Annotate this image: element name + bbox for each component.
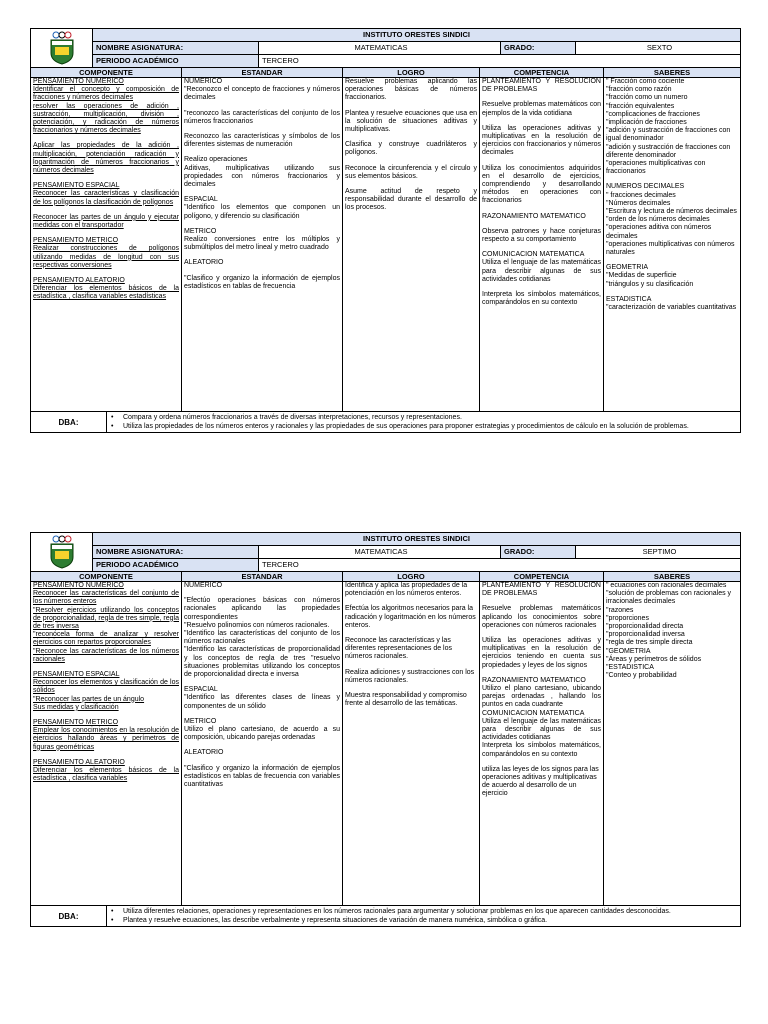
institution-name: INSTITUTO ORESTES SINDICI bbox=[93, 29, 740, 42]
period-row bbox=[93, 54, 740, 67]
logro-item: Identifica y aplica las propiedades de la potenciación en los números enteros. bbox=[345, 582, 468, 598]
competencia-block: Resuelve problemas matemáticos con ejemplos de la vida cotidiana bbox=[482, 101, 601, 117]
subject-label: NOMBRE ASIGNATURA: bbox=[93, 42, 259, 54]
curriculum-sheet-septimo bbox=[30, 532, 741, 927]
logro-cell bbox=[343, 582, 480, 905]
estandar-block: ALEATORIO bbox=[184, 749, 224, 757]
estandar-block: NUMERICO bbox=[184, 582, 223, 589]
logro-item: Reconoce la circunferencia y el círculo y sus elementos básicos. bbox=[345, 164, 477, 180]
col-header-logro: LOGRO bbox=[343, 572, 480, 581]
subject-row bbox=[93, 42, 740, 54]
competencia-block: Utiliza los conocimientos adquiridos en el desarrollo de ejercicios, comprendiendo y desarrollando métodos en operaciones con fraccionarios bbox=[482, 164, 601, 205]
estandar-block: METRICO Realizo conversiones entre los múltiplos y submúltiplos del metro lineal y metro cuadrado bbox=[184, 227, 340, 252]
logro-item: Plantea y resuelve ecuaciones que usa en la solución de situaciones aditivas y multiplicativas. bbox=[345, 109, 477, 134]
componente-block: PENSAMIENTO METRICO Realizar construcciones de polígonos utilizando medidas de longitud con sus respectivas conversiones bbox=[33, 237, 179, 269]
logro-item: Reconoce las características y las diferentes representaciones de los números racionales. bbox=[345, 637, 453, 661]
period-spacer bbox=[379, 55, 740, 67]
dba-text: Utiliza diferentes relaciones, operaciones y representaciones en los números racionales para argumentar y solucionar problemas en los que aparecen cantidades desconocidas. bbox=[123, 908, 671, 915]
saberes-block: " Fracción como cociente "fracción como razón "fracción como un numero "fracción equivalentes "complicaciones de fracciones "implicación de fracciones "adición y sustracción de fracciones con igual denominador "adición y sustracción de fracciones con diferente denominador "operaciones multiplicativas con fraccionarios bbox=[606, 78, 731, 176]
competencia-block: Resuelve problemas matemáticos aplicando los conocimientos sobre operaciones con números racionales bbox=[482, 605, 601, 629]
competencia-block: Interpreta los símbolos matemáticos, comparándolos en su contexto bbox=[482, 291, 601, 307]
saberes-block: " ecuaciones con racionales decimales "solución de problemas con racionales y irracionales decimales "razones "proporciones "proporcionalidad directa "proporcionalidad inversa "regla de tres simple directa "GEOMETRIA "Áreas y perímetros de sólidos "ESTADISTICA "Conteo y probabilidad bbox=[606, 582, 732, 680]
competencia-cell bbox=[480, 582, 604, 905]
col-header-estandar: ESTANDAR bbox=[182, 68, 343, 77]
dba-item bbox=[111, 422, 736, 431]
dba-row bbox=[31, 412, 740, 432]
school-logo bbox=[31, 533, 93, 571]
competencia-cell bbox=[480, 78, 604, 411]
period-spacer bbox=[379, 559, 740, 571]
estandar-block: "Efectúo operaciones básicas con números racionales aplicando las propiedades correspondientes "Resuelvo polinomios con números racionales. "Identifico las características del conjunto de los números racionales "Identifico las características de proporcionalidad y los conceptos de regla de tres "resuelvo situaciones problemitas utilizando los conceptos de proporcionalidad directa e inversa bbox=[184, 597, 340, 679]
dba-item bbox=[111, 916, 736, 925]
bullet-icon: • bbox=[111, 917, 114, 924]
logro-item: Asume actitud de respeto y responsabilidad durante el desarrollo de los procesos. bbox=[345, 188, 477, 212]
bullet-icon: • bbox=[111, 423, 114, 430]
estandar-block: "Clasifico y organizo la información de ejemplos estadísticos en tablas de frecuencia bbox=[184, 274, 340, 290]
col-header-saberes: SABERES bbox=[653, 68, 691, 77]
componente-block: Reconocer las partes de un ángulo y ejecutar medidas con el transportador bbox=[33, 213, 179, 230]
subject-row bbox=[93, 546, 740, 558]
competencia-block: utiliza las leyes de los signos para las operaciones aditivas y multiplicativas de acuerdo al desarrollo de un ejercicio bbox=[482, 765, 599, 798]
componente-block: PENSAMIENTO ALEATORIO Diferenciar los elementos básicos de la estadística , clasifica variables estadísticas bbox=[33, 277, 179, 301]
subject-label: NOMBRE ASIGNATURA: bbox=[93, 546, 259, 558]
logro-item: Realiza adiciones y sustracciones con los números racionales. bbox=[345, 668, 475, 684]
dba-text: Compara y ordena números fraccionarios a través de diversas interpretaciones, recursos y representaciones. bbox=[123, 414, 462, 421]
estandar-cell bbox=[182, 78, 343, 411]
dba-label: DBA: bbox=[31, 906, 107, 926]
column-headers bbox=[31, 572, 740, 582]
competencia-block: PLANTEAMIENTO Y RESOLUCION DE PROBLEMAS bbox=[482, 582, 601, 598]
componente-block: PENSAMIENTO NUMERICO Reconocer las características del conjunto de los números enteros "Resolver ejercicios utilizando los conceptos de proporcionalidad, regla de tres simple, regla de tres inversa "reconócela forma de analizar y resolver ejercicios con repartos proporcionales "Reconoce las características de los números racionales bbox=[33, 582, 179, 663]
competencia-block: RAZONAMIENTO MATEMATICO bbox=[482, 212, 586, 220]
grade-label: GRADO: bbox=[501, 42, 576, 54]
estandar-block: ESPACIAL "Identifico los elementos que componen un polígono, y diferencio su clasificación bbox=[184, 196, 340, 220]
componente-block: PENSAMIENTO ESPACIAL Reconocer las características y clasificación de los polígonos la clasificación de polígonos bbox=[33, 182, 179, 206]
dba-list bbox=[107, 906, 740, 926]
componente-block: Aplicar las propiedades de la adición , multiplicación, potenciación radicación y logaritmación de números fraccionarios y números decimales bbox=[33, 142, 179, 175]
componente-cell bbox=[31, 582, 182, 905]
column-headers bbox=[31, 68, 740, 78]
subject-value: MATEMATICAS bbox=[259, 42, 501, 54]
estandar-block: METRICO Utilizo el plano cartesiano, de acuerdo a su composición, ubicando parejas ordenadas bbox=[184, 717, 340, 742]
grade-value: SEPTIMO bbox=[642, 547, 677, 556]
content-row bbox=[31, 78, 740, 412]
competencia-block: COMUNICACION MATEMATICA Utiliza el lenguaje de las matemáticas para describir algunas de sus actividades cotidianas bbox=[482, 251, 601, 283]
dba-label: DBA: bbox=[31, 412, 107, 432]
estandar-block: "Clasifico y organizo la información de ejemplos estadísticos en tablas de frecuencia con variables cuantitativas bbox=[184, 764, 340, 789]
estandar-block: Realizo operaciones Aditivas, multiplicativas utilizando sus propiedades con números fraccionarios y decimales bbox=[184, 156, 340, 189]
col-header-logro: LOGRO bbox=[343, 68, 480, 77]
col-header-estandar: ESTANDAR bbox=[182, 572, 343, 581]
curriculum-sheet-sexto bbox=[30, 28, 741, 433]
dba-row bbox=[31, 906, 740, 926]
competencia-block: RAZONAMIENTO MATEMATICO Utilizo el plano cartesiano, ubicando parejas ordenadas , hallando los puntos en cada cuadrante COMUNICACION MATEMATICA Utiliza el lenguaje de las matemáticas para describir algunas de sus actividades cotidianas Interpreta los símbolos matemáticos, comparándolos en su contexto bbox=[482, 676, 601, 758]
saberes-block: GEOMETRIA "Medidas de superficie "triángulos y su clasificación bbox=[606, 264, 694, 288]
institution-name: INSTITUTO ORESTES SINDICI bbox=[93, 533, 740, 546]
bullet-icon: • bbox=[111, 414, 114, 421]
grade-value: SEXTO bbox=[646, 43, 673, 52]
estandar-block: Reconozco las características y símbolos de los diferentes sistemas de numeración bbox=[184, 133, 340, 149]
dba-list bbox=[107, 412, 740, 432]
estandar-cell bbox=[182, 582, 343, 905]
competencia-block: Utiliza las operaciones aditivas y multiplicativas en la resolución de ejercicios con fraccionarios y números decimales bbox=[482, 124, 601, 157]
componente-block: PENSAMIENTO ALEATORIO Diferenciar los elementos básicos de la estadística , clasifica variables bbox=[33, 758, 179, 783]
logro-item: Resuelve problemas aplicando las operaciones básicas de números fraccionarios. bbox=[345, 78, 477, 102]
col-header-componente: COMPONENTE bbox=[31, 572, 182, 581]
bullet-icon: • bbox=[111, 908, 114, 915]
competencia-block: PLANTEAMIENTO Y RESOLUCION DE PROBLEMAS bbox=[482, 78, 601, 94]
estandar-block: "reconozco las características del conjunto de los números fraccionarios bbox=[184, 109, 340, 125]
col-header-componente: COMPONENTE bbox=[31, 68, 182, 77]
subject-value: MATEMATICAS bbox=[259, 546, 501, 558]
estandar-block: ESPACIAL "Identifico las diferentes clases de líneas y componentes de un sólido bbox=[184, 686, 340, 710]
componente-block: PENSAMIENTO NUMERICO Identificar el concepto y composición de fracciones y números decimales resolver las operaciones de adición , sustracción, multiplicación, división , potenciación, y radicación de números fraccionarios y números decimales bbox=[33, 78, 179, 135]
school-logo bbox=[31, 29, 93, 67]
dba-text: Utiliza las propiedades de los números enteros y racionales y las propiedades de sus operaciones para proponer estrategias y procedimientos de cálculo en la solución de problemas. bbox=[123, 423, 689, 430]
competencia-block: Observa patrones y hace conjeturas respecto a su comportamiento bbox=[482, 227, 601, 244]
estandar-block: ALEATORIO bbox=[184, 259, 224, 267]
componente-block: PENSAMIENTO ESPACIAL Reconocer los elementos y clasificación de los sólidos "Reconocer las partes de un ángulo Sus medidas y clasificación bbox=[33, 671, 179, 711]
dba-text: Plantea y resuelve ecuaciones, las describe verbalmente y representa situaciones de variación de manera numérica, simbólica o gráfica. bbox=[123, 917, 548, 924]
saberes-block: NUMEROS DECIMALES " fracciones decimales "Números decimales "Escritura y lectura de números decimales "orden de los números decimales "operaciones aditiva con números decimales "operaciones multiplicativas con números naturales bbox=[606, 183, 737, 257]
content-row bbox=[31, 582, 740, 906]
estandar-block: NUMERICO "Reconozco el concepto de fracciones y números decimales bbox=[184, 78, 340, 102]
saberes-cell bbox=[604, 78, 740, 411]
col-header-competencia: COMPETENCIA bbox=[480, 572, 604, 581]
componente-block: PENSAMIENTO METRICO Emplear los conocimientos en la resolución de ejercicios hallando áreas y perímetros de figuras geométricas bbox=[33, 719, 179, 751]
sheet-header bbox=[31, 533, 740, 572]
logro-item: Efectúa los algoritmos necesarios para la radicación y logaritmación en los números enteros. bbox=[345, 605, 476, 629]
dba-item bbox=[111, 413, 736, 422]
col-header-saberes: SABERES bbox=[653, 572, 691, 581]
period-label: PERIODO ACADÉMICO bbox=[93, 559, 259, 571]
period-label: PERIODO ACADÉMICO bbox=[93, 55, 259, 67]
period-row bbox=[93, 558, 740, 571]
logro-item: Clasifica y construye cuadriláteros y polígonos. bbox=[345, 141, 477, 157]
period-value: TERCERO bbox=[262, 56, 299, 65]
saberes-block: ESTADISTICA "caracterización de variables cuantitativas bbox=[606, 295, 737, 312]
componente-cell bbox=[31, 78, 182, 411]
competencia-block: Utiliza las operaciones aditivas y multiplicativas en la resolución de ejercicios teniendo en cuenta sus propiedades y leyes de los signos bbox=[482, 637, 601, 669]
logro-cell bbox=[343, 78, 480, 411]
period-value: TERCERO bbox=[262, 560, 299, 569]
sheet-header bbox=[31, 29, 740, 68]
grade-label: GRADO: bbox=[501, 546, 576, 558]
saberes-cell bbox=[604, 582, 740, 905]
logro-item: Muestra responsabilidad y compromiso frente al desarrollo de las temáticas. bbox=[345, 692, 467, 708]
col-header-competencia: COMPETENCIA bbox=[480, 68, 604, 77]
dba-item bbox=[111, 907, 736, 916]
